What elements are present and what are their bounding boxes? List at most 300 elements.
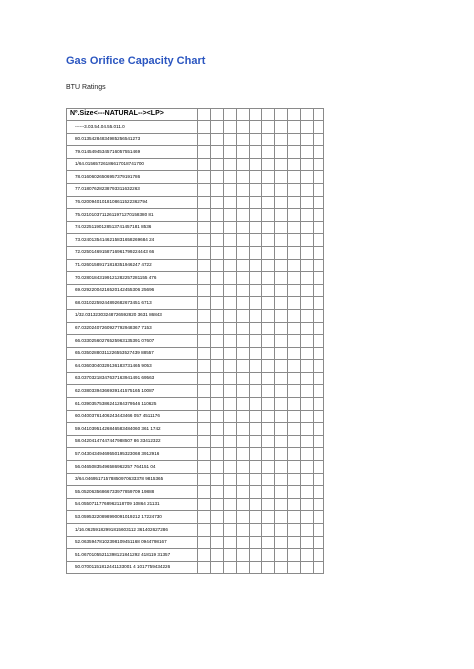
- blank-cell: [223, 498, 236, 511]
- blank-cell: [300, 284, 313, 297]
- blank-cell: [288, 511, 301, 524]
- table-row: [67, 473, 324, 486]
- blank-cell: [275, 196, 288, 209]
- blank-cell: [211, 146, 224, 159]
- blank-cell: [288, 259, 301, 272]
- row-values-text: 3/64.04695171578850970633378 9815365: [75, 476, 164, 482]
- blank-cell: [288, 473, 301, 486]
- blank-cell: [211, 183, 224, 196]
- blank-cell: [249, 284, 262, 297]
- blank-cell: [262, 372, 275, 385]
- blank-cell: [211, 322, 224, 335]
- blank-cell: [275, 398, 288, 411]
- blank-cell: [300, 183, 313, 196]
- blank-cell: [198, 511, 211, 524]
- blank-cell: [236, 536, 249, 549]
- row-values-text: 80.01354284834985256541273: [75, 136, 141, 142]
- blank-cell: [300, 309, 313, 322]
- table-row: [67, 234, 324, 247]
- table-row: [67, 309, 324, 322]
- table-row: [67, 410, 324, 423]
- blank-cell: [198, 158, 211, 171]
- blank-cell: [300, 372, 313, 385]
- row-values-text: 1/64.01565726186617018741700: [75, 161, 144, 167]
- blank-cell: [211, 196, 224, 209]
- blank-cell: [198, 133, 211, 146]
- blank-cell: [262, 423, 275, 436]
- blank-cell: [249, 309, 262, 322]
- blank-cell: [198, 536, 211, 549]
- row-values-cell: [67, 461, 198, 474]
- blank-cell: [223, 121, 236, 134]
- blank-cell: [262, 234, 275, 247]
- blank-cell: [236, 347, 249, 360]
- row-values-cell: [67, 221, 198, 234]
- blank-cell: [275, 335, 288, 348]
- blank-cell: [249, 448, 262, 461]
- blank-cell: [198, 121, 211, 134]
- blank-cell: [288, 158, 301, 171]
- blank-cell: [300, 561, 313, 574]
- table-row: [67, 284, 324, 297]
- blank-cell: [236, 209, 249, 222]
- blank-cell: [275, 473, 288, 486]
- blank-cell: [300, 524, 313, 537]
- table-row: [67, 133, 324, 146]
- blank-cell: [288, 133, 301, 146]
- blank-cell: [211, 473, 224, 486]
- blank-cell: [211, 385, 224, 398]
- row-values-text: 63.03703218347637163941491 69563: [75, 375, 155, 381]
- table-body: [67, 121, 324, 574]
- row-values-cell: [67, 284, 198, 297]
- row-values-text: 61.03903575386241284379546 110625: [75, 400, 157, 406]
- row-values-text: 68.03102259244892682673451 6713: [75, 299, 152, 305]
- blank-cell: [262, 461, 275, 474]
- blank-cell: [211, 448, 224, 461]
- blank-cell: [313, 183, 323, 196]
- blank-cell: [198, 549, 211, 562]
- row-values-text: 71.02601589171818351946247 4722: [75, 262, 152, 268]
- blank-cell: [198, 234, 211, 247]
- blank-cell: [223, 309, 236, 322]
- blank-cell: [236, 398, 249, 411]
- blank-cell: [223, 461, 236, 474]
- row-values-text: 1/32.03132303248726592820 3631 86843: [75, 312, 162, 318]
- blank-cell: [236, 448, 249, 461]
- row-values-text: 78.01606026506957379191786: [75, 173, 141, 179]
- blank-cell: [249, 461, 262, 474]
- blank-cell: [223, 196, 236, 209]
- blank-cell: [262, 272, 275, 285]
- row-values-text: 66.03302560276525963135391 07607: [75, 337, 155, 343]
- blank-cell: [313, 234, 323, 247]
- blank-cell: [236, 410, 249, 423]
- blank-cell: [300, 410, 313, 423]
- blank-cell: [300, 435, 313, 448]
- blank-cell: [198, 398, 211, 411]
- blank-cell: [198, 335, 211, 348]
- blank-cell: [211, 121, 224, 134]
- blank-cell: [288, 209, 301, 222]
- blank-cell: [262, 524, 275, 537]
- blank-cell: [249, 209, 262, 222]
- row-values-cell: [67, 121, 198, 134]
- blank-cell: [249, 410, 262, 423]
- blank-cell: [198, 322, 211, 335]
- blank-cell: [262, 146, 275, 159]
- blank-cell: [223, 322, 236, 335]
- blank-cell: [313, 259, 323, 272]
- blank-cell: [236, 309, 249, 322]
- row-values-text: 50.07001151812441133001 4 1017759434226: [75, 564, 171, 570]
- blank-cell: [300, 511, 313, 524]
- table-row: [67, 561, 324, 574]
- table-row: [67, 549, 324, 562]
- blank-cell: [236, 372, 249, 385]
- blank-cell: [288, 234, 301, 247]
- blank-cell: [249, 246, 262, 259]
- row-values-cell: [67, 146, 198, 159]
- blank-cell: [198, 146, 211, 159]
- blank-cell: [223, 398, 236, 411]
- row-values-text: 76.02009401018108611522362794: [75, 199, 148, 205]
- blank-cell: [262, 121, 275, 134]
- blank-cell: [275, 221, 288, 234]
- blank-cell: [275, 498, 288, 511]
- blank-cell: [211, 511, 224, 524]
- blank-cell: [198, 297, 211, 310]
- row-values-cell: [67, 385, 198, 398]
- row-values-cell: [67, 171, 198, 184]
- blank-cell: [288, 335, 301, 348]
- blank-cell: [236, 272, 249, 285]
- row-values-cell: [67, 536, 198, 549]
- blank-cell: [223, 360, 236, 373]
- blank-cell: [236, 385, 249, 398]
- blank-cell: [236, 196, 249, 209]
- blank-cell: [300, 423, 313, 436]
- blank-cell: [288, 347, 301, 360]
- blank-cell: [288, 461, 301, 474]
- row-values-cell: [67, 423, 198, 436]
- row-values-cell: [67, 347, 198, 360]
- row-values-cell: [67, 133, 198, 146]
- blank-cell: [249, 297, 262, 310]
- blank-cell: [198, 473, 211, 486]
- blank-cell: [288, 561, 301, 574]
- blank-cell: [313, 410, 323, 423]
- blank-cell: [313, 435, 323, 448]
- blank-cell: [288, 423, 301, 436]
- blank-cell: [236, 524, 249, 537]
- blank-cell: [262, 246, 275, 259]
- blank-cell: [288, 385, 301, 398]
- blank-cell: [223, 385, 236, 398]
- blank-cell: [313, 536, 323, 549]
- blank-cell: [198, 171, 211, 184]
- blank-cell: [313, 133, 323, 146]
- blank-cell: [313, 171, 323, 184]
- blank-cell: [236, 486, 249, 499]
- blank-cell: [198, 309, 211, 322]
- blank-cell: [275, 272, 288, 285]
- blank-cell: [275, 360, 288, 373]
- blank-cell: [275, 259, 288, 272]
- blank-cell: [288, 486, 301, 499]
- blank-cell: [288, 284, 301, 297]
- orifice-capacity-table: [66, 108, 324, 574]
- blank-cell: [275, 209, 288, 222]
- table-row: [67, 209, 324, 222]
- blank-cell: [275, 234, 288, 247]
- row-values-text: 75.02101037112611971270158380 81: [75, 211, 154, 217]
- blank-cell: [262, 335, 275, 348]
- blank-cell: [300, 171, 313, 184]
- table-header: Nº.Size<---NATURAL--><LP>: [67, 109, 198, 121]
- blank-cell: [300, 498, 313, 511]
- blank-cell: [275, 423, 288, 436]
- row-values-cell: [67, 297, 198, 310]
- blank-cell: [236, 511, 249, 524]
- blank-cell: [211, 536, 224, 549]
- blank-cell: [300, 246, 313, 259]
- blank-cell: [288, 372, 301, 385]
- blank-cell: [223, 435, 236, 448]
- blank-cell: [236, 435, 249, 448]
- blank-cell: [198, 524, 211, 537]
- blank-cell: [262, 486, 275, 499]
- blank-cell: [300, 322, 313, 335]
- blank-cell: [262, 133, 275, 146]
- blank-cell: [288, 536, 301, 549]
- blank-cell: [313, 498, 323, 511]
- row-values-text: 52.06359478102398109451168 0944798167: [75, 539, 167, 545]
- blank-cell: [211, 524, 224, 537]
- row-values-text: 59.04103951426846583484060 361 1742: [75, 425, 161, 431]
- blank-cell: [249, 133, 262, 146]
- blank-cell: [223, 171, 236, 184]
- blank-cell: [262, 498, 275, 511]
- row-values-text: 67.03202407260927792948367 7153: [75, 325, 152, 330]
- blank-cell: [249, 121, 262, 134]
- blank-cell: [236, 146, 249, 159]
- blank-cell: [262, 536, 275, 549]
- row-values-cell: [67, 259, 198, 272]
- blank-cell: [300, 196, 313, 209]
- blank-cell: [313, 121, 323, 134]
- blank-cell: [288, 171, 301, 184]
- blank-cell: [223, 183, 236, 196]
- blank-cell: [313, 473, 323, 486]
- row-values-text: 74.02251190128513741457181 8536: [75, 224, 152, 230]
- blank-cell: [313, 398, 323, 411]
- row-values-cell: [67, 322, 198, 335]
- blank-cell: [262, 322, 275, 335]
- blank-cell: [223, 297, 236, 310]
- blank-cell: [300, 297, 313, 310]
- blank-cell: [249, 272, 262, 285]
- blank-cell: [262, 360, 275, 373]
- blank-cell: [275, 246, 288, 259]
- row-values-cell: [67, 524, 198, 537]
- blank-cell: [236, 549, 249, 562]
- blank-cell: [198, 183, 211, 196]
- blank-cell: [236, 498, 249, 511]
- table-row: [67, 398, 324, 411]
- blank-cell: [262, 473, 275, 486]
- table-row: [67, 498, 324, 511]
- blank-cell: [313, 146, 323, 159]
- blank-cell: [262, 259, 275, 272]
- blank-cell: [211, 158, 224, 171]
- blank-cell: [313, 158, 323, 171]
- blank-cell: [249, 221, 262, 234]
- blank-cell: [300, 473, 313, 486]
- blank-cell: [211, 221, 224, 234]
- table-row: [67, 435, 324, 448]
- blank-cell: [313, 524, 323, 537]
- blank-cell: [249, 335, 262, 348]
- blank-cell: [249, 183, 262, 196]
- blank-cell: [275, 385, 288, 398]
- blank-cell: [223, 347, 236, 360]
- row-values-text: 53.05953220898990091019212 17224730: [75, 513, 162, 519]
- blank-cell: [275, 549, 288, 562]
- blank-cell: [198, 246, 211, 259]
- blank-cell: [275, 133, 288, 146]
- table-row: [67, 297, 324, 310]
- row-values-text: 56.04650835496586962257 764151 04: [75, 463, 156, 469]
- blank-cell: [198, 372, 211, 385]
- blank-cell: [211, 398, 224, 411]
- blank-cell: [275, 410, 288, 423]
- blank-cell: [249, 259, 262, 272]
- blank-cell: [223, 221, 236, 234]
- blank-cell: [313, 246, 323, 259]
- table-row: [67, 335, 324, 348]
- table-row: [67, 536, 324, 549]
- row-values-cell: [67, 511, 198, 524]
- blank-cell: [223, 372, 236, 385]
- row-values-cell: [67, 209, 198, 222]
- blank-cell: [288, 410, 301, 423]
- blank-cell: [288, 360, 301, 373]
- blank-cell: [300, 158, 313, 171]
- blank-cell: [223, 234, 236, 247]
- blank-cell: [249, 511, 262, 524]
- table-row: [67, 246, 324, 259]
- row-values-cell: [67, 435, 198, 448]
- blank-cell: [236, 158, 249, 171]
- blank-cell: [300, 121, 313, 134]
- blank-cell: [300, 385, 313, 398]
- blank-cell: [249, 385, 262, 398]
- blank-cell: [288, 246, 301, 259]
- blank-cell: [313, 284, 323, 297]
- blank-cell: [288, 498, 301, 511]
- row-values-text: 69.02922004216520142455306 25696: [75, 287, 155, 293]
- table-row: [67, 196, 324, 209]
- row-values-text: 55.05206356866733977859709 19888: [75, 488, 155, 494]
- blank-cell: [262, 171, 275, 184]
- blank-cell: [275, 435, 288, 448]
- blank-cell: [313, 486, 323, 499]
- blank-cell: [275, 561, 288, 574]
- blank-cell: [223, 536, 236, 549]
- table-row: [67, 461, 324, 474]
- blank-cell: [262, 435, 275, 448]
- blank-cell: [249, 486, 262, 499]
- blank-cell: [262, 511, 275, 524]
- blank-cell: [211, 209, 224, 222]
- blank-cell: [211, 259, 224, 272]
- table-row: [67, 121, 324, 134]
- row-values-cell: [67, 309, 198, 322]
- blank-cell: [313, 297, 323, 310]
- table-row: [67, 259, 324, 272]
- table-row: [67, 423, 324, 436]
- blank-cell: [223, 486, 236, 499]
- blank-cell: [249, 171, 262, 184]
- row-values-cell: [67, 561, 198, 574]
- blank-cell: [262, 561, 275, 574]
- blank-cell: [223, 246, 236, 259]
- blank-cell: [249, 498, 262, 511]
- blank-cell: [236, 234, 249, 247]
- blank-cell: [211, 309, 224, 322]
- blank-cell: [300, 360, 313, 373]
- blank-cell: [198, 221, 211, 234]
- blank-cell: [249, 398, 262, 411]
- blank-cell: [262, 448, 275, 461]
- blank-cell: [198, 423, 211, 436]
- row-values-text: 57.04304349469550195323068 3912916: [75, 450, 160, 456]
- blank-cell: [288, 398, 301, 411]
- blank-cell: [223, 511, 236, 524]
- blank-cell: [198, 259, 211, 272]
- table-row: [67, 524, 324, 537]
- blank-cell: [313, 221, 323, 234]
- blank-cell: [262, 284, 275, 297]
- blank-cell: [249, 196, 262, 209]
- blank-cell: [236, 360, 249, 373]
- blank-cell: [249, 158, 262, 171]
- blank-cell: [275, 347, 288, 360]
- blank-cell: [275, 448, 288, 461]
- blank-cell: [249, 549, 262, 562]
- blank-cell: [198, 196, 211, 209]
- blank-cell: [198, 360, 211, 373]
- blank-cell: [236, 473, 249, 486]
- blank-cell: [223, 133, 236, 146]
- blank-cell: [198, 498, 211, 511]
- blank-cell: [249, 423, 262, 436]
- blank-cell: [300, 448, 313, 461]
- row-values-cell: [67, 486, 198, 499]
- blank-cell: [313, 385, 323, 398]
- row-values-cell: [67, 360, 198, 373]
- blank-cell: [223, 473, 236, 486]
- blank-cell: [211, 246, 224, 259]
- blank-cell: [275, 183, 288, 196]
- blank-cell: [313, 561, 323, 574]
- blank-cell: [223, 335, 236, 348]
- blank-cell: [262, 549, 275, 562]
- blank-cell: [198, 561, 211, 574]
- blank-cell: [262, 398, 275, 411]
- table-row: [67, 360, 324, 373]
